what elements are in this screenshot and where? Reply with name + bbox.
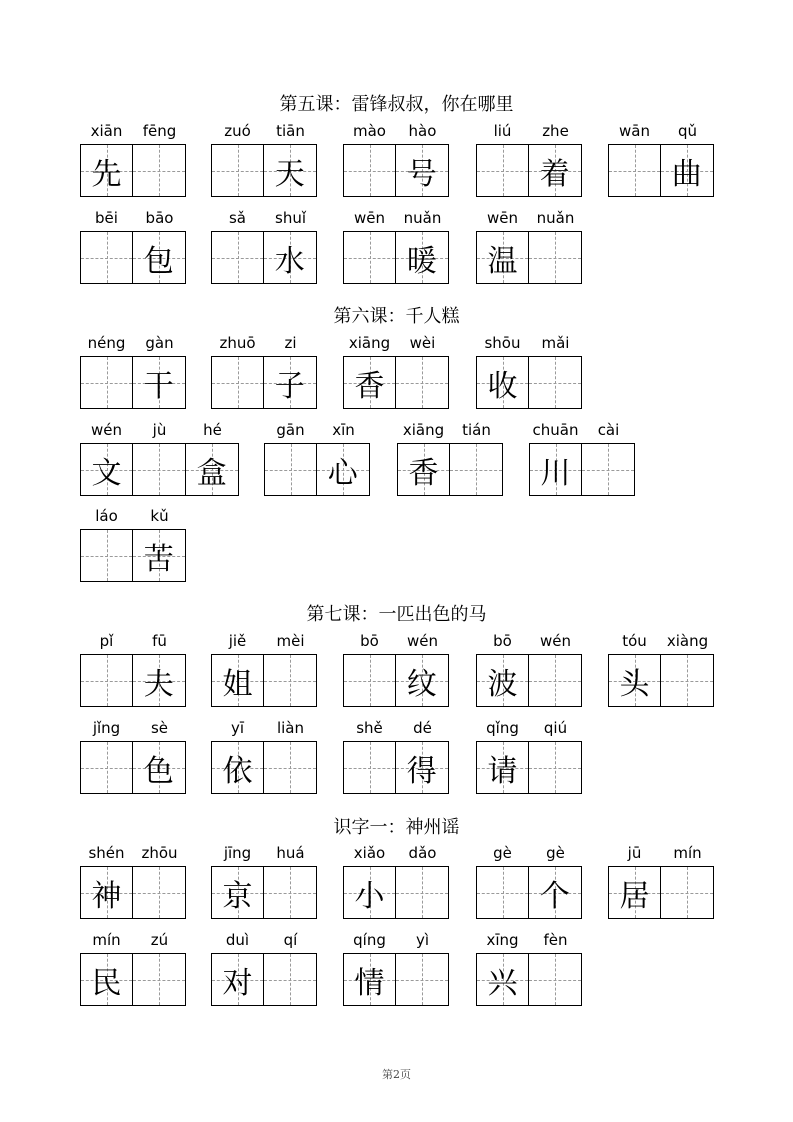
- tianzige-grid: [343, 953, 449, 1006]
- character: 干: [143, 368, 174, 404]
- section-title: 第六课：千人糕: [333, 306, 460, 327]
- tianzige-grid: [529, 443, 635, 496]
- pinyin-syllable: láo: [95, 507, 118, 525]
- character-cell: [608, 866, 661, 919]
- character: 川: [540, 455, 571, 491]
- character: [81, 232, 132, 283]
- character: 心: [327, 455, 358, 491]
- pinyin-syllable: sǎ: [228, 209, 246, 227]
- pinyin-syllable: chuān: [532, 421, 579, 439]
- character: 色: [143, 753, 174, 789]
- tianzige-grid: [211, 231, 317, 284]
- character-cell: [476, 866, 529, 919]
- character-cell: [395, 356, 450, 409]
- character-cell: [476, 231, 529, 284]
- pinyin-syllable: fèn: [543, 931, 568, 949]
- character: 文: [91, 455, 122, 491]
- character: [133, 867, 186, 918]
- character-cell: [211, 144, 264, 197]
- pinyin-syllable: fēng: [142, 122, 177, 140]
- character-cell: [528, 654, 583, 707]
- tianzige-grid: [608, 654, 714, 707]
- tianzige-grid: [80, 443, 239, 496]
- pinyin-syllable: bēi: [95, 209, 118, 227]
- character: [529, 357, 582, 408]
- character-cell: [211, 741, 264, 794]
- character: 民: [91, 965, 122, 1001]
- character: 请: [487, 753, 518, 789]
- pinyin-syllable: wān: [619, 122, 650, 140]
- pinyin-syllable: liú: [493, 122, 512, 140]
- character-cell: [395, 144, 450, 197]
- character: 情: [354, 965, 385, 1001]
- section-title: 第七课：一匹出色的马: [306, 604, 487, 625]
- pinyin-syllable: zú: [150, 931, 169, 949]
- pinyin-syllable: qíng: [353, 931, 386, 949]
- character-cell: [132, 741, 187, 794]
- character-cell: [263, 866, 318, 919]
- character-cell: [608, 654, 661, 707]
- character: 得: [406, 753, 437, 789]
- section-title: 识字一：神州谣: [333, 817, 460, 838]
- tianzige-grid: [343, 144, 449, 197]
- pinyin-syllable: dǎo: [408, 844, 437, 862]
- tianzige-grid: [80, 654, 186, 707]
- character: [133, 954, 186, 1005]
- character-cell: [132, 443, 187, 496]
- pinyin-syllable: jū: [627, 844, 642, 862]
- character-cell: [80, 144, 133, 197]
- pinyin-syllable: bō: [493, 632, 512, 650]
- character-cell: [343, 654, 396, 707]
- character-cell: [132, 356, 187, 409]
- pinyin-syllable: xiāng: [402, 421, 445, 439]
- character: [81, 357, 132, 408]
- character-cell: [132, 529, 187, 582]
- tianzige-grid: [80, 144, 186, 197]
- pinyin-syllable: zhe: [542, 122, 569, 140]
- tianzige-grid: [343, 231, 449, 284]
- tianzige-grid: [476, 356, 582, 409]
- character: [344, 655, 395, 706]
- character-cell: [80, 741, 133, 794]
- character-cell: [80, 529, 133, 582]
- character-cell: [395, 866, 450, 919]
- pinyin-syllable: hào: [408, 122, 437, 140]
- character: 神: [91, 878, 122, 914]
- character: [212, 232, 263, 283]
- pinyin-syllable: shén: [88, 844, 125, 862]
- section-title: 第五课：雷锋叔叔，你在哪里: [279, 94, 514, 115]
- character-cell: [660, 144, 715, 197]
- pinyin-syllable: wēn: [486, 209, 518, 227]
- character-cell: [476, 356, 529, 409]
- character: 苦: [143, 541, 174, 577]
- tianzige-grid: [80, 231, 186, 284]
- pinyin-syllable: néng: [87, 334, 126, 352]
- character-cell: [132, 654, 187, 707]
- character-cell: [528, 866, 583, 919]
- character: 香: [354, 368, 385, 404]
- character: 依: [222, 753, 253, 789]
- character-cell: [529, 443, 582, 496]
- character: 暖: [406, 243, 437, 279]
- character-cell: [211, 953, 264, 1006]
- character-cell: [80, 654, 133, 707]
- character-cell: [132, 866, 187, 919]
- character: [396, 867, 449, 918]
- pinyin-syllable: zhuō: [219, 334, 256, 352]
- character: 京: [222, 878, 253, 914]
- character-cell: [449, 443, 504, 496]
- pinyin-syllable: cài: [597, 421, 620, 439]
- pinyin-syllable: yì: [415, 931, 430, 949]
- character: [529, 742, 582, 793]
- tianzige-grid: [343, 356, 449, 409]
- character-cell: [343, 953, 396, 1006]
- pinyin-syllable: fū: [152, 632, 167, 650]
- pinyin-syllable: gè: [493, 844, 512, 862]
- pinyin-syllable: wén: [406, 632, 438, 650]
- character-cell: [343, 356, 396, 409]
- character: [477, 867, 528, 918]
- character: [661, 867, 714, 918]
- character: [264, 954, 317, 1005]
- character-cell: [476, 654, 529, 707]
- pinyin-syllable: tóu: [622, 632, 647, 650]
- character: 包: [143, 243, 174, 279]
- pinyin-syllable: jiě: [228, 632, 247, 650]
- character: [133, 444, 186, 495]
- character-cell: [263, 741, 318, 794]
- character: 居: [619, 878, 650, 914]
- character-cell: [263, 654, 318, 707]
- pinyin-syllable: gàn: [145, 334, 174, 352]
- character-cell: [581, 443, 636, 496]
- page-number: 第2页: [382, 1068, 411, 1081]
- character: 头: [619, 666, 650, 702]
- character: [529, 954, 582, 1005]
- character-cell: [343, 144, 396, 197]
- tianzige-grid: [80, 356, 186, 409]
- character: [344, 742, 395, 793]
- character-cell: [132, 231, 187, 284]
- character-cell: [528, 144, 583, 197]
- character-cell: [211, 356, 264, 409]
- tianzige-grid: [397, 443, 503, 496]
- character: [81, 655, 132, 706]
- character: [661, 655, 714, 706]
- tianzige-grid: [476, 741, 582, 794]
- character: [529, 232, 582, 283]
- character-cell: [528, 231, 583, 284]
- character: [81, 530, 132, 581]
- pinyin-syllable: xīng: [486, 931, 519, 949]
- pinyin-syllable: kǔ: [150, 507, 169, 525]
- character: 夫: [143, 666, 174, 702]
- tianzige-grid: [608, 144, 714, 197]
- character: 子: [274, 368, 305, 404]
- character-cell: [343, 866, 396, 919]
- character: [265, 444, 316, 495]
- tianzige-grid: [608, 866, 714, 919]
- character-cell: [395, 231, 450, 284]
- character: [344, 232, 395, 283]
- character: 小: [354, 878, 385, 914]
- character-cell: [264, 443, 317, 496]
- character-cell: [211, 231, 264, 284]
- pinyin-syllable: tiān: [276, 122, 305, 140]
- character-cell: [80, 866, 133, 919]
- pinyin-syllable: qǐng: [486, 719, 519, 737]
- character-cell: [80, 231, 133, 284]
- pinyin-syllable: qiú: [543, 719, 568, 737]
- character: 个: [539, 878, 570, 914]
- pinyin-syllable: mǎi: [541, 334, 570, 352]
- tianzige-grid: [476, 866, 582, 919]
- pinyin-syllable: qǔ: [677, 122, 698, 140]
- character-cell: [395, 741, 450, 794]
- character: 号: [406, 156, 437, 192]
- pinyin-syllable: mín: [92, 931, 121, 949]
- pinyin-syllable: wén: [539, 632, 571, 650]
- character: 天: [274, 156, 305, 192]
- pinyin-syllable: nuǎn: [403, 209, 442, 227]
- tianzige-grid: [476, 144, 582, 197]
- pinyin-syllable: wèi: [409, 334, 436, 352]
- pinyin-syllable: jīng: [223, 844, 252, 862]
- pinyin-syllable: bāo: [145, 209, 174, 227]
- character: [396, 954, 449, 1005]
- character: 盒: [196, 455, 227, 491]
- character: 温: [487, 243, 518, 279]
- character: [609, 145, 660, 196]
- character-cell: [132, 144, 187, 197]
- tianzige-grid: [343, 741, 449, 794]
- character-cell: [476, 741, 529, 794]
- character: [264, 655, 317, 706]
- pinyin-syllable: hé: [203, 421, 222, 439]
- character-cell: [660, 866, 715, 919]
- character-cell: [263, 231, 318, 284]
- pinyin-syllable: zi: [284, 334, 297, 352]
- character: [81, 742, 132, 793]
- tianzige-grid: [476, 654, 582, 707]
- pinyin-syllable: gān: [276, 421, 305, 439]
- character-cell: [528, 356, 583, 409]
- tianzige-grid: [343, 654, 449, 707]
- tianzige-grid: [476, 231, 582, 284]
- character: [212, 357, 263, 408]
- character-cell: [343, 231, 396, 284]
- pinyin-syllable: shuǐ: [275, 209, 306, 227]
- pinyin-syllable: xiǎo: [353, 844, 386, 862]
- tianzige-grid: [80, 529, 186, 582]
- character: 纹: [406, 666, 437, 702]
- character: [396, 357, 449, 408]
- character-cell: [316, 443, 371, 496]
- character: [264, 867, 317, 918]
- character-cell: [476, 144, 529, 197]
- character: 对: [222, 965, 253, 1001]
- character: 着: [539, 156, 570, 192]
- character-cell: [263, 356, 318, 409]
- pinyin-syllable: tián: [462, 421, 491, 439]
- pinyin-syllable: jù: [152, 421, 167, 439]
- pinyin-syllable: wén: [90, 421, 122, 439]
- character: [477, 145, 528, 196]
- pinyin-syllable: nuǎn: [536, 209, 575, 227]
- pinyin-syllable: zuó: [224, 122, 251, 140]
- character: 先: [91, 156, 122, 192]
- character-cell: [660, 654, 715, 707]
- character-cell: [263, 144, 318, 197]
- pinyin-syllable: xiāng: [348, 334, 391, 352]
- pinyin-syllable: xiàng: [666, 632, 709, 650]
- pinyin-syllable: shōu: [484, 334, 521, 352]
- character: [582, 444, 635, 495]
- character-cell: [528, 741, 583, 794]
- pinyin-syllable: mào: [353, 122, 386, 140]
- tianzige-grid: [80, 866, 186, 919]
- character: [133, 145, 186, 196]
- pinyin-syllable: pǐ: [99, 632, 114, 650]
- tianzige-grid: [211, 866, 317, 919]
- pinyin-syllable: liàn: [276, 719, 305, 737]
- character-cell: [608, 144, 661, 197]
- character: 水: [274, 243, 305, 279]
- pinyin-syllable: qí: [283, 931, 298, 949]
- tianzige-grid: [211, 953, 317, 1006]
- tianzige-grid: [211, 654, 317, 707]
- tianzige-grid: [211, 741, 317, 794]
- pinyin-syllable: shě: [356, 719, 383, 737]
- character-cell: [211, 866, 264, 919]
- character: 收: [487, 368, 518, 404]
- pinyin-syllable: jǐng: [92, 719, 121, 737]
- character-cell: [80, 443, 133, 496]
- character-cell: [80, 356, 133, 409]
- character: 香: [408, 455, 439, 491]
- character-cell: [395, 953, 450, 1006]
- character-cell: [395, 654, 450, 707]
- character-cell: [476, 953, 529, 1006]
- character: 波: [487, 666, 518, 702]
- character-cell: [397, 443, 450, 496]
- pinyin-syllable: xīn: [332, 421, 355, 439]
- pinyin-syllable: zhōu: [141, 844, 178, 862]
- character-cell: [263, 953, 318, 1006]
- character: [264, 742, 317, 793]
- pinyin-syllable: mín: [673, 844, 702, 862]
- tianzige-grid: [80, 953, 186, 1006]
- character-cell: [80, 953, 133, 1006]
- pinyin-syllable: xiān: [90, 122, 123, 140]
- character: [529, 655, 582, 706]
- tianzige-grid: [80, 741, 186, 794]
- tianzige-grid: [264, 443, 370, 496]
- character-cell: [343, 741, 396, 794]
- character-cell: [132, 953, 187, 1006]
- pinyin-syllable: yī: [230, 719, 245, 737]
- pinyin-syllable: bō: [360, 632, 379, 650]
- tianzige-grid: [476, 953, 582, 1006]
- character: [212, 145, 263, 196]
- character: 兴: [487, 965, 518, 1001]
- character: [344, 145, 395, 196]
- pinyin-syllable: huá: [276, 844, 305, 862]
- character-cell: [211, 654, 264, 707]
- pinyin-syllable: dé: [413, 719, 432, 737]
- character: 姐: [222, 666, 253, 702]
- tianzige-grid: [211, 356, 317, 409]
- character: [450, 444, 503, 495]
- pinyin-syllable: mèi: [276, 632, 305, 650]
- character: 曲: [671, 156, 702, 192]
- character-cell: [528, 953, 583, 1006]
- character-cell: [185, 443, 240, 496]
- tianzige-grid: [343, 866, 449, 919]
- tianzige-grid: [211, 144, 317, 197]
- pinyin-syllable: sè: [150, 719, 169, 737]
- pinyin-syllable: wēn: [353, 209, 385, 227]
- pinyin-syllable: duì: [225, 931, 250, 949]
- pinyin-syllable: gè: [546, 844, 565, 862]
